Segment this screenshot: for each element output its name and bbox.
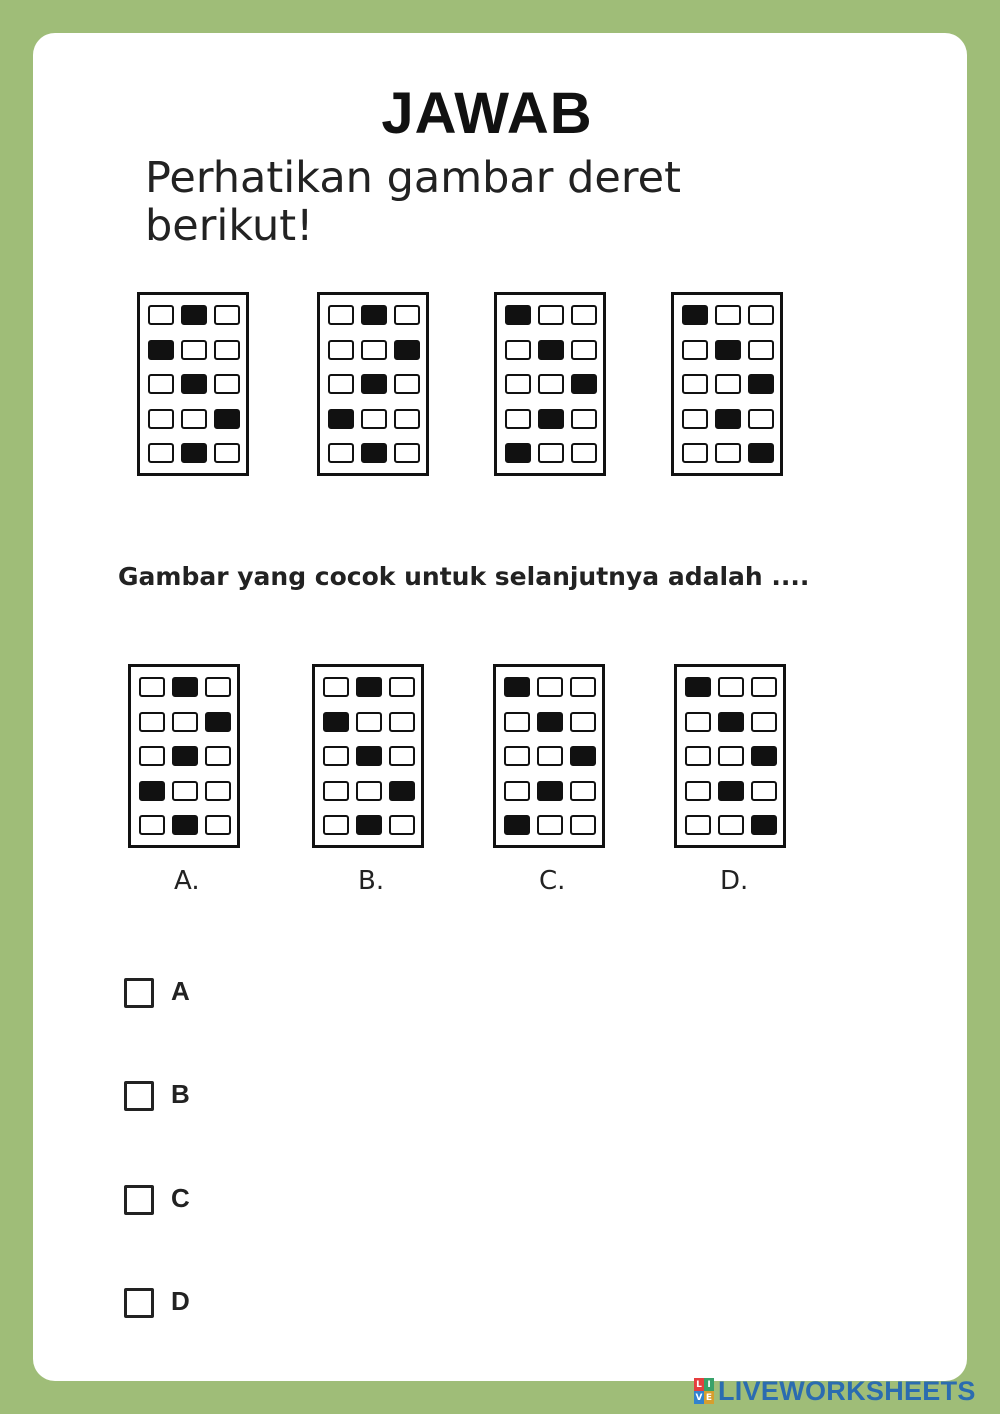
empty-cell <box>148 374 174 394</box>
option-label: C. <box>539 866 566 896</box>
empty-cell <box>181 409 207 429</box>
filled-cell <box>504 815 530 835</box>
empty-cell <box>571 443 597 463</box>
empty-cell <box>394 443 420 463</box>
empty-cell <box>148 409 174 429</box>
logo-letter: L <box>694 1378 704 1391</box>
filled-cell <box>751 815 777 835</box>
empty-cell <box>214 305 240 325</box>
filled-cell <box>748 443 774 463</box>
empty-cell <box>139 677 165 697</box>
intro-text: Perhatikan gambar deret berikut! <box>145 153 681 251</box>
filled-cell <box>537 781 563 801</box>
filled-cell <box>172 746 198 766</box>
brand-name: LIVEWORKSHEETS <box>718 1375 976 1406</box>
empty-cell <box>328 443 354 463</box>
filled-cell <box>537 712 563 732</box>
empty-cell <box>205 781 231 801</box>
filled-cell <box>148 340 174 360</box>
empty-cell <box>356 781 382 801</box>
option-grid-c <box>493 664 605 848</box>
filled-cell <box>505 443 531 463</box>
empty-cell <box>748 409 774 429</box>
checkbox-a[interactable] <box>124 978 154 1008</box>
empty-cell <box>505 409 531 429</box>
empty-cell <box>361 340 387 360</box>
filled-cell <box>394 340 420 360</box>
checkbox-c[interactable] <box>124 1185 154 1215</box>
filled-cell <box>205 712 231 732</box>
empty-cell <box>571 305 597 325</box>
filled-cell <box>715 340 741 360</box>
empty-cell <box>389 712 415 732</box>
empty-cell <box>685 712 711 732</box>
empty-cell <box>148 305 174 325</box>
empty-cell <box>205 815 231 835</box>
filled-cell <box>505 305 531 325</box>
empty-cell <box>718 746 744 766</box>
filled-cell <box>356 746 382 766</box>
liveworksheets-logo-icon <box>694 1378 714 1404</box>
empty-cell <box>504 746 530 766</box>
option-grid-d <box>674 664 786 848</box>
empty-cell <box>748 340 774 360</box>
empty-cell <box>748 305 774 325</box>
empty-cell <box>537 746 563 766</box>
sequence-grid-1 <box>137 292 249 476</box>
empty-cell <box>394 374 420 394</box>
empty-cell <box>205 677 231 697</box>
empty-cell <box>537 815 563 835</box>
empty-cell <box>682 340 708 360</box>
empty-cell <box>181 340 207 360</box>
option-label: B. <box>358 866 385 896</box>
empty-cell <box>205 746 231 766</box>
option-label: A. <box>174 866 200 896</box>
empty-cell <box>148 443 174 463</box>
filled-cell <box>181 374 207 394</box>
empty-cell <box>356 712 382 732</box>
empty-cell <box>389 746 415 766</box>
filled-cell <box>504 677 530 697</box>
filled-cell <box>139 781 165 801</box>
empty-cell <box>505 340 531 360</box>
option-grid-b <box>312 664 424 848</box>
empty-cell <box>685 746 711 766</box>
option-grid-a <box>128 664 240 848</box>
option-label: D. <box>720 866 749 896</box>
empty-cell <box>685 815 711 835</box>
filled-cell <box>172 815 198 835</box>
checkbox-b[interactable] <box>124 1081 154 1111</box>
empty-cell <box>505 374 531 394</box>
filled-cell <box>356 677 382 697</box>
empty-cell <box>361 409 387 429</box>
empty-cell <box>328 340 354 360</box>
liveworksheets-brand <box>694 1373 976 1409</box>
empty-cell <box>538 443 564 463</box>
empty-cell <box>214 340 240 360</box>
filled-cell <box>715 409 741 429</box>
empty-cell <box>389 815 415 835</box>
empty-cell <box>328 374 354 394</box>
empty-cell <box>715 374 741 394</box>
empty-cell <box>389 677 415 697</box>
empty-cell <box>682 409 708 429</box>
filled-cell <box>361 374 387 394</box>
empty-cell <box>682 443 708 463</box>
empty-cell <box>718 677 744 697</box>
empty-cell <box>751 677 777 697</box>
filled-cell <box>718 712 744 732</box>
empty-cell <box>538 374 564 394</box>
empty-cell <box>751 781 777 801</box>
empty-cell <box>504 781 530 801</box>
empty-cell <box>214 443 240 463</box>
empty-cell <box>685 781 711 801</box>
empty-cell <box>570 712 596 732</box>
choice-label: A <box>171 976 190 1006</box>
empty-cell <box>571 340 597 360</box>
empty-cell <box>323 677 349 697</box>
empty-cell <box>323 815 349 835</box>
filled-cell <box>685 677 711 697</box>
filled-cell <box>571 374 597 394</box>
empty-cell <box>504 712 530 732</box>
empty-cell <box>570 677 596 697</box>
question-text: Gambar yang cocok untuk selanjutnya adalah .... <box>118 562 810 591</box>
empty-cell <box>715 305 741 325</box>
filled-cell <box>570 746 596 766</box>
filled-cell <box>361 443 387 463</box>
empty-cell <box>570 781 596 801</box>
empty-cell <box>172 781 198 801</box>
logo-letter: I <box>704 1378 714 1391</box>
filled-cell <box>682 305 708 325</box>
filled-cell <box>323 712 349 732</box>
empty-cell <box>139 712 165 732</box>
empty-cell <box>172 712 198 732</box>
sequence-grid-2 <box>317 292 429 476</box>
empty-cell <box>139 815 165 835</box>
empty-cell <box>537 677 563 697</box>
choice-label: D <box>171 1286 190 1316</box>
filled-cell <box>389 781 415 801</box>
choice-label: C <box>171 1183 190 1213</box>
logo-letter: E <box>705 1392 713 1403</box>
empty-cell <box>718 815 744 835</box>
choice-label: B <box>171 1079 190 1109</box>
empty-cell <box>570 815 596 835</box>
filled-cell <box>538 409 564 429</box>
filled-cell <box>214 409 240 429</box>
page-title: JAWAB <box>381 81 593 146</box>
filled-cell <box>356 815 382 835</box>
filled-cell <box>361 305 387 325</box>
sequence-grid-3 <box>494 292 606 476</box>
empty-cell <box>394 409 420 429</box>
empty-cell <box>328 305 354 325</box>
filled-cell <box>748 374 774 394</box>
checkbox-d[interactable] <box>124 1288 154 1318</box>
empty-cell <box>751 712 777 732</box>
sequence-grid-4 <box>671 292 783 476</box>
empty-cell <box>323 781 349 801</box>
empty-cell <box>323 746 349 766</box>
empty-cell <box>214 374 240 394</box>
filled-cell <box>718 781 744 801</box>
logo-letter: V <box>695 1392 703 1403</box>
filled-cell <box>538 340 564 360</box>
filled-cell <box>181 443 207 463</box>
empty-cell <box>538 305 564 325</box>
empty-cell <box>682 374 708 394</box>
empty-cell <box>139 746 165 766</box>
empty-cell <box>394 305 420 325</box>
filled-cell <box>181 305 207 325</box>
filled-cell <box>751 746 777 766</box>
empty-cell <box>715 443 741 463</box>
filled-cell <box>328 409 354 429</box>
filled-cell <box>172 677 198 697</box>
empty-cell <box>571 409 597 429</box>
